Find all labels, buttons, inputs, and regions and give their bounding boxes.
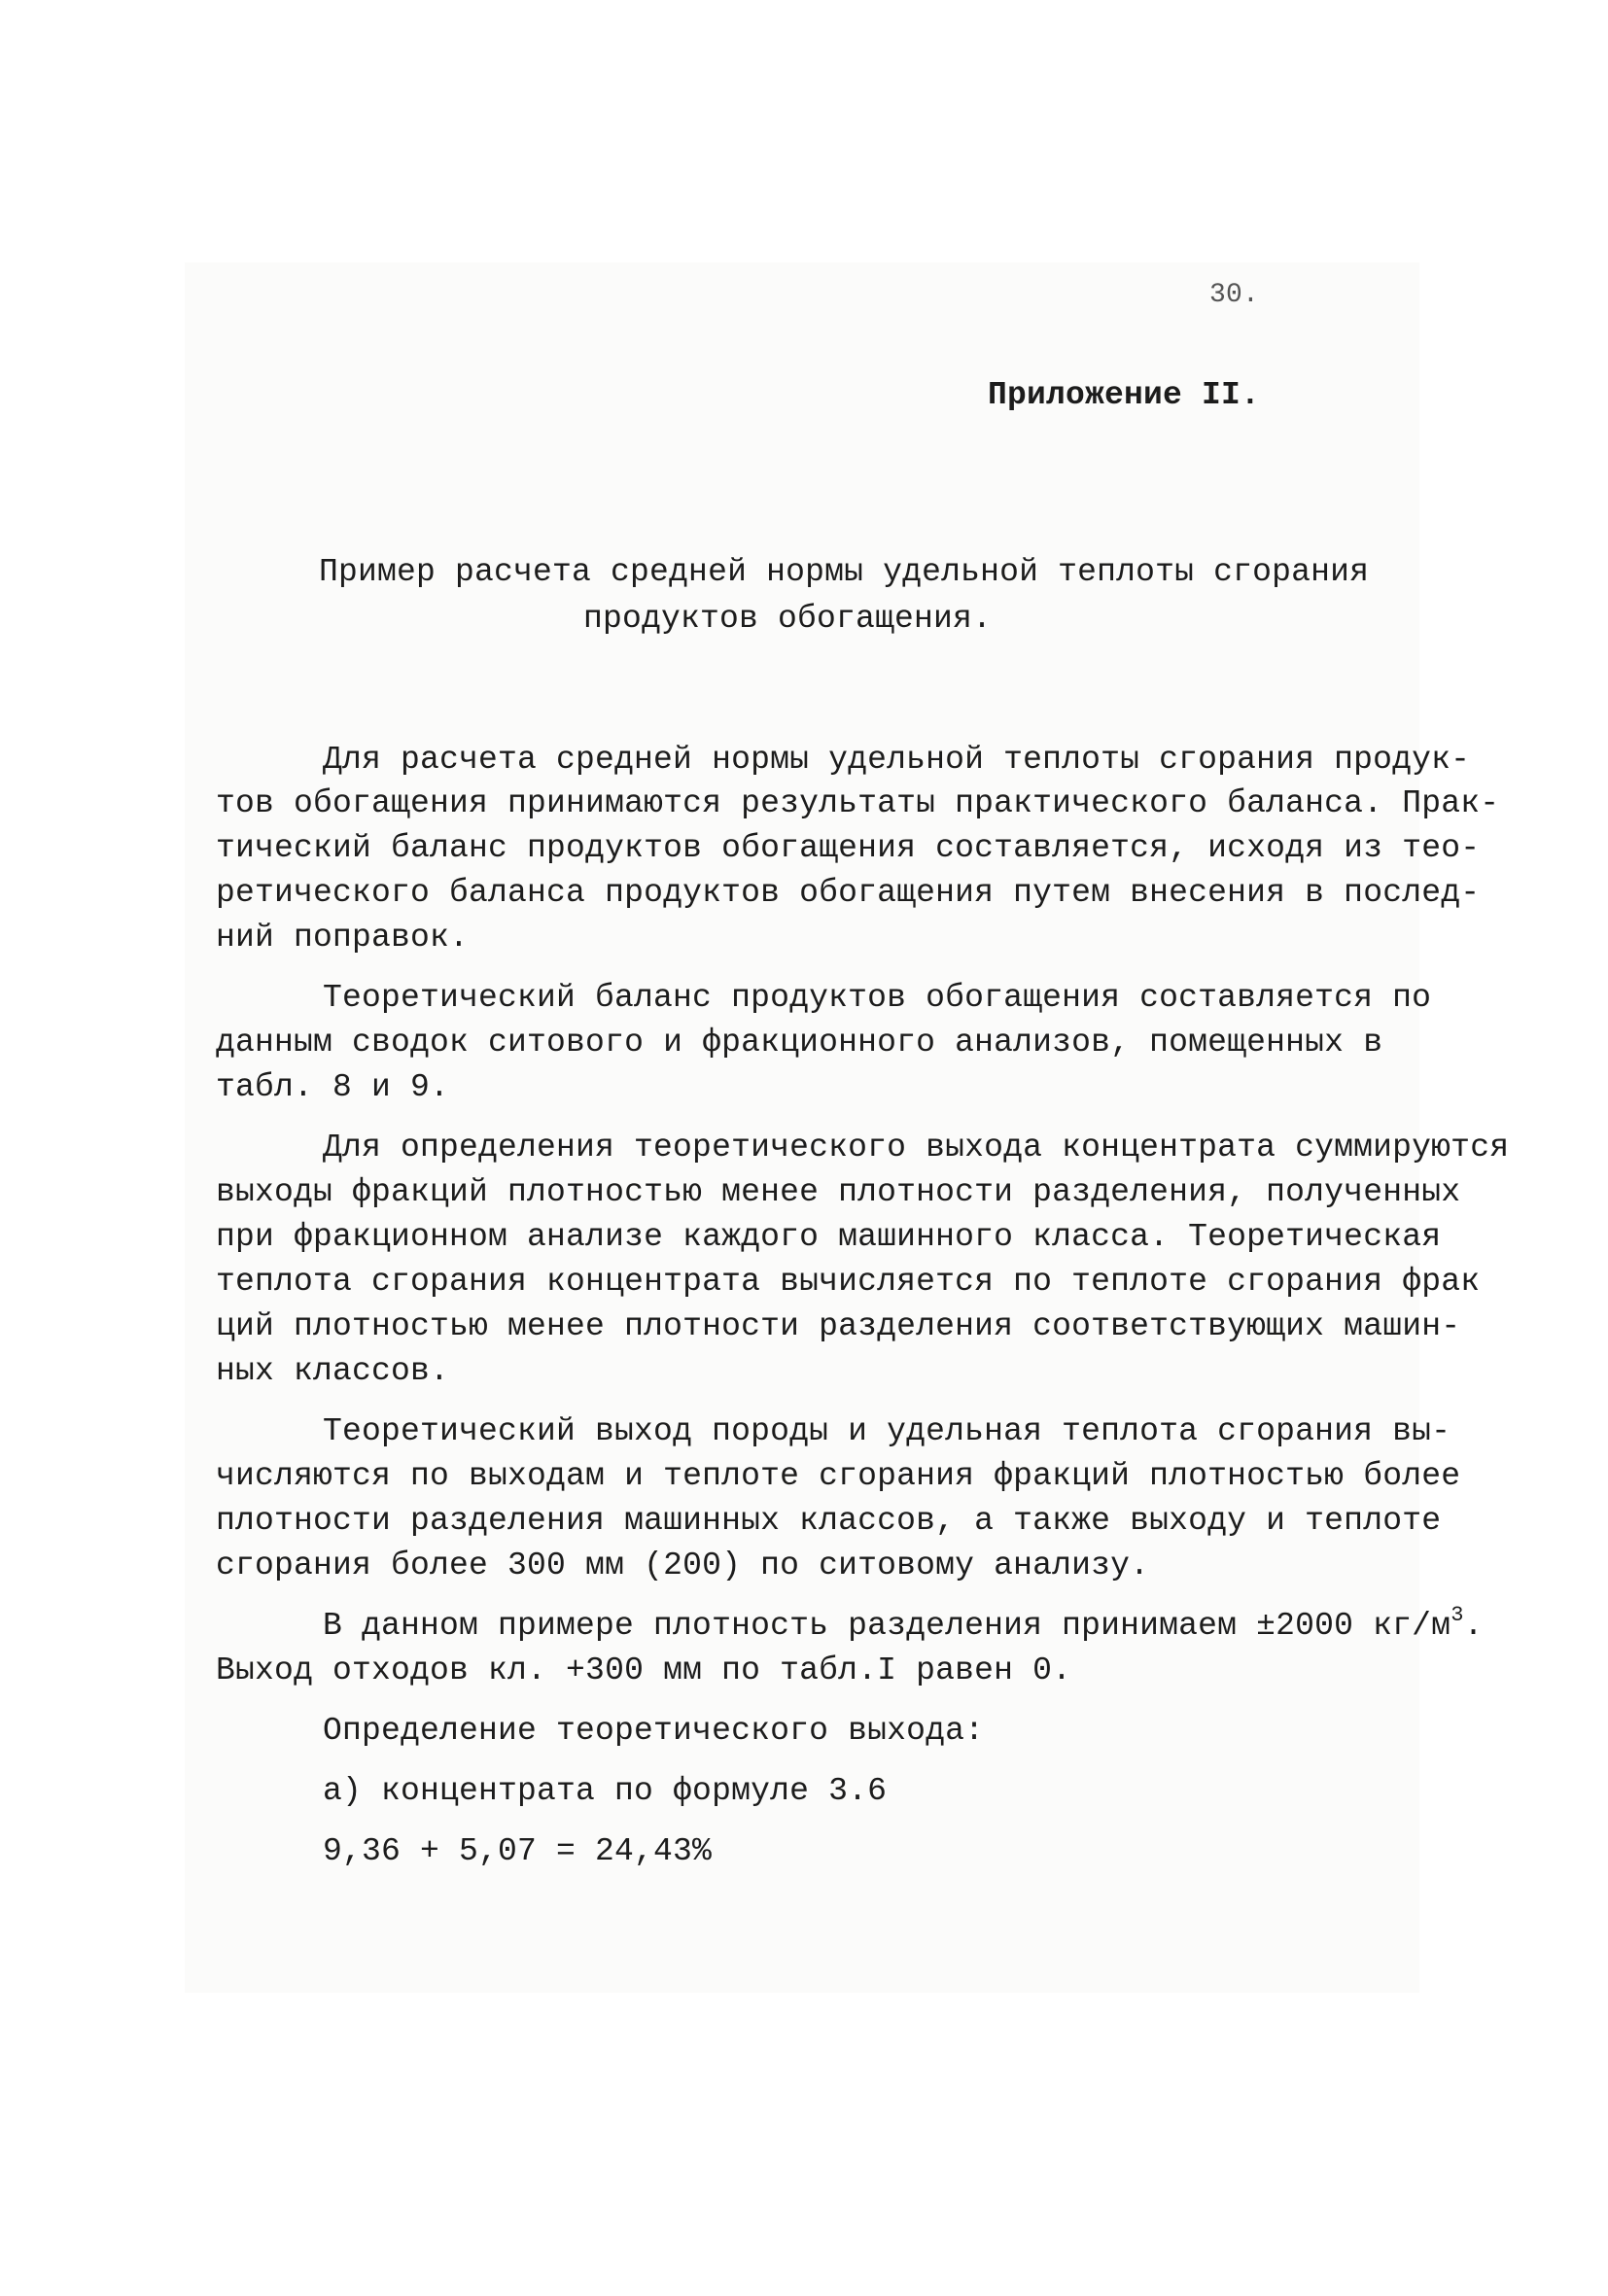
page-number: 30. [1209, 280, 1260, 310]
paragraph-4-line-4: сгорания более 300 мм (200) по ситовому анализу. [216, 1548, 1150, 1583]
paragraph-2-line-2: данным сводок ситового и фракционного анализов, помещенных в [216, 1025, 1383, 1061]
paragraph-1-line-5: ний поправок. [216, 920, 470, 956]
appendix-heading: Приложение II. [988, 377, 1261, 413]
cubic-superscript: 3 [1451, 1603, 1464, 1627]
paragraph-4-line-3: плотности разделения машинных классов, а также выходу и теплоте [216, 1503, 1442, 1539]
paragraph-4-line-1: Теоретический выход породы и удельная теплота сгорания вы- [323, 1413, 1451, 1449]
sentence-end: . [1463, 1608, 1484, 1644]
concentrate-yield-calculation: 9,36 + 5,07 = 24,43% [323, 1833, 713, 1869]
paragraph-2-line-1: Теоретический баланс продуктов обогащения составляется по [323, 980, 1432, 1016]
paragraph-1-line-4: ретического баланса продуктов обогащения путем внесения в послед- [216, 875, 1481, 911]
paragraph-3-line-5: ций плотностью менее плотности разделения соответствующих машин- [216, 1308, 1461, 1344]
paragraph-5-line-1 [323, 1603, 1484, 1644]
paragraph-5-line-2: Выход отходов кл. +300 мм по табл.I равен 0. [216, 1652, 1072, 1688]
paragraph-3-line-1: Для определения теоретического выхода концентрата суммируются [323, 1130, 1510, 1165]
concentrate-formula-reference: а) концентрата по формуле 3.6 [323, 1773, 888, 1809]
paragraph-4-line-2: числяются по выходам и теплоте сгорания фракций плотностью более [216, 1458, 1461, 1494]
theoretical-yield-heading: Определение теоретического выхода: [323, 1713, 985, 1749]
paragraph-3-line-6: ных классов. [216, 1353, 450, 1389]
paragraph-3-line-4: теплота сгорания концентрата вычисляется по теплоте сгорания фрак [216, 1264, 1481, 1300]
paragraph-3-line-2: выходы фракций плотностью менее плотности разделения, полученных [216, 1174, 1461, 1210]
separation-density-text: В данном примере плотность разделения принимаем ±2000 кг/м [323, 1608, 1451, 1644]
document-title-line-1: Пример расчета средней нормы удельной теплоты сгорания [319, 554, 1370, 590]
paragraph-1-line-3: тический баланс продуктов обогащения составляется, исходя из тео- [216, 830, 1481, 866]
paragraph-1-line-1: Для расчета средней нормы удельной теплоты сгорания продук- [323, 742, 1471, 778]
document-title-line-2: продуктов обогащения. [583, 601, 993, 637]
paragraph-1-line-2: тов обогащения принимаются результаты практического баланса. Прак- [216, 785, 1500, 821]
paragraph-3-line-3: при фракционном анализе каждого машинного класса. Теоретическая [216, 1219, 1442, 1255]
paragraph-2-line-3: табл. 8 и 9. [216, 1069, 450, 1105]
